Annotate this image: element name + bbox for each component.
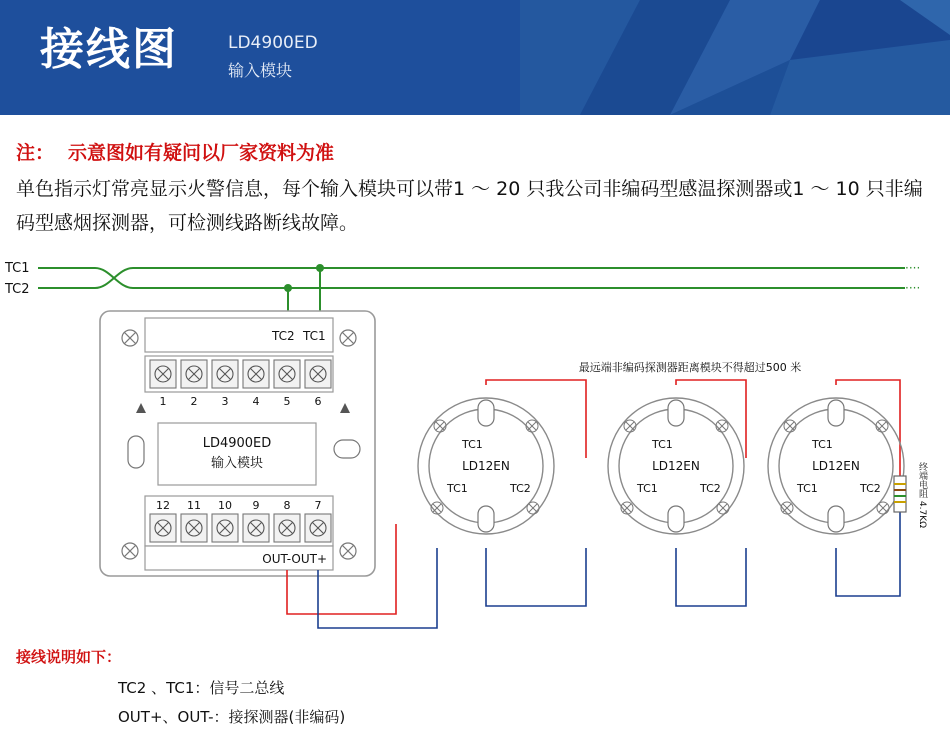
notice-label: 注： <box>16 142 55 164</box>
detector-1-name: LD12EN <box>462 459 510 473</box>
terminal-number-10: 10 <box>218 499 232 512</box>
legend-line-2: OUT+、OUT-：接探测器(非编码) <box>118 708 346 726</box>
detector-2 <box>608 398 744 534</box>
bus-junction-dot-tc1 <box>316 264 324 272</box>
terminal-number-3: 3 <box>221 395 229 408</box>
terminal-number-5: 5 <box>283 395 291 408</box>
bus-lines <box>38 268 905 288</box>
detector-1-tc1-bottom: TC1 <box>447 482 468 495</box>
bus-continuation-dots <box>905 261 920 295</box>
module-side-slot <box>334 440 360 458</box>
notice-line <box>16 138 334 165</box>
module-bottom-label: OUT-OUT+ <box>262 552 327 566</box>
wiring-diagram <box>0 248 950 648</box>
detector-1-tc2: TC2 <box>510 482 531 495</box>
terminal-number-6: 6 <box>314 395 322 408</box>
detector-3-tc1-top: TC1 <box>812 438 833 451</box>
end-of-line-resistor <box>894 461 928 528</box>
bus-junction-dot-tc2 <box>284 284 292 292</box>
terminal-number-8: 8 <box>283 499 291 512</box>
module-top-label-tc2: TC2 <box>272 329 295 343</box>
detector-3-tc1-bottom: TC1 <box>797 482 818 495</box>
detector-2-tc1-bottom: TC1 <box>637 482 658 495</box>
legend-line-1: TC2 、TC1：信号二总线 <box>118 679 285 697</box>
terminal-number-7: 7 <box>314 499 322 512</box>
detector-2-name: LD12EN <box>652 459 700 473</box>
red-wires <box>287 380 900 614</box>
detector-3 <box>768 398 904 534</box>
bus-label-tc2: TC2 <box>5 282 30 297</box>
terminal-number-12: 12 <box>156 499 170 512</box>
detector-3-tc2: TC2 <box>860 482 881 495</box>
module-name-line2: 输入模块 <box>210 456 264 471</box>
detector-3-name: LD12EN <box>812 459 860 473</box>
terminal-number-11: 11 <box>187 499 201 512</box>
terminal-number-2: 2 <box>190 395 198 408</box>
svg-text:····: ···· <box>905 261 921 275</box>
terminal-number-4: 4 <box>252 395 260 408</box>
wiring-diagram-svg <box>0 248 950 648</box>
header-subtitle <box>228 30 318 84</box>
detector-2-tc1-top: TC1 <box>652 438 673 451</box>
detector-1-tc1-top: TC1 <box>462 438 483 451</box>
notice-text: 示意图如有疑问以厂家资料为准 <box>68 142 335 164</box>
legend-title: 接线说明如下： <box>16 648 122 666</box>
module-top-label-tc1: TC1 <box>303 329 326 343</box>
header-facets-decoration <box>520 0 950 115</box>
detector-1 <box>418 398 554 534</box>
detector-2-tc2: TC2 <box>700 482 721 495</box>
description-text: 单色指示灯常亮显示火警信息，每个输入模块可以带1 ～ 20 只我公司非编码型感温探测器或1 ～ 10 只非编码型感烟探测器，可检测线路断线故障。 <box>16 178 923 234</box>
header-model: LD4900ED <box>228 33 318 53</box>
module-name-line1: LD4900ED <box>202 436 272 451</box>
svg-text:····: ···· <box>905 281 921 295</box>
input-module <box>100 311 375 576</box>
terminal-number-1: 1 <box>159 395 167 408</box>
blue-wires <box>318 510 900 628</box>
module-led-indicator <box>128 436 144 468</box>
bus-label-tc1: TC1 <box>5 261 30 276</box>
end-resistor-label: 终端电阻 4.7KΩ <box>917 462 927 528</box>
page-header <box>0 0 950 115</box>
page-title: 接线图 <box>40 24 178 75</box>
distance-note: 最远端非编码探测器距离模块不得超过500 米 <box>578 361 802 374</box>
terminal-number-9: 9 <box>252 499 260 512</box>
header-module-name: 输入模块 <box>228 61 293 80</box>
